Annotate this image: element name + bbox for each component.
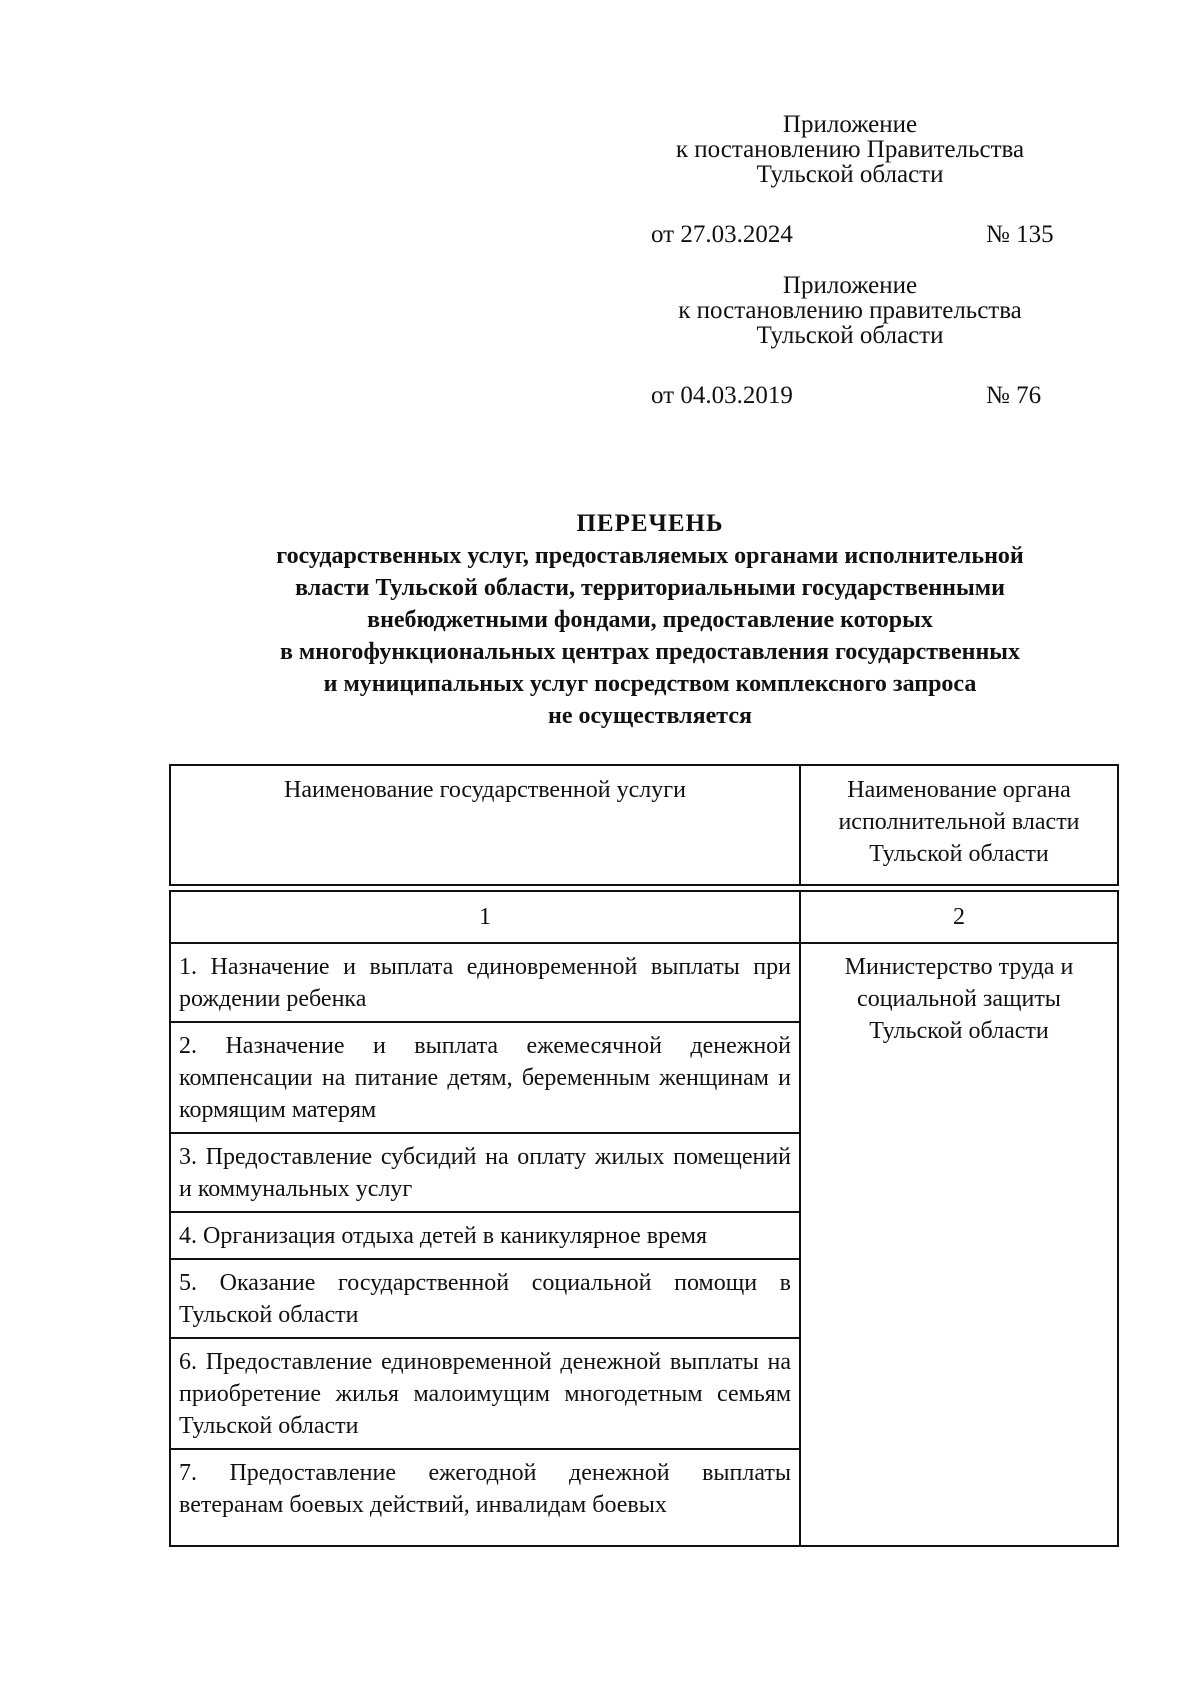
column-number-row bbox=[170, 891, 1118, 943]
header-service-name: Наименование государственной услуги bbox=[170, 765, 800, 885]
service-cell: 5. Оказание государственной социальной помощи в Тульской области bbox=[170, 1259, 800, 1338]
document-title bbox=[120, 508, 1180, 732]
title-heading: ПЕРЕЧЕНЬ bbox=[576, 510, 724, 537]
appendix-resolution-line: к постановлению правительства bbox=[678, 297, 1022, 324]
service-cell: 3. Предоставление субсидий на оплату жилых помещений и коммунальных услуг bbox=[170, 1133, 800, 1212]
appendix-label: Приложение bbox=[782, 111, 918, 138]
service-cell: 4. Организация отдыха детей в каникулярное время bbox=[170, 1212, 800, 1259]
title-subtitle-line: внебюджетными фондами, предоставление которых bbox=[367, 607, 933, 633]
service-cell: 1. Назначение и выплата единовременной выплаты при рождении ребенка bbox=[170, 943, 800, 1022]
service-cell: 6. Предоставление единовременной денежной выплаты на приобретение жилья малоимущим многодетным семьям Тульской области bbox=[170, 1338, 800, 1449]
service-cell: 2. Назначение и выплата ежемесячной денежной компенсации на питание детям, беременным женщинам и кормящим матерям bbox=[170, 1022, 800, 1133]
table-row bbox=[170, 943, 1118, 1022]
appendix-original-date: от 04.03.2019 bbox=[651, 382, 793, 409]
appendix-region-line: Тульской области bbox=[756, 161, 944, 188]
header-organ-name: Наименование органа исполнительной власти Тульской области bbox=[800, 765, 1118, 885]
column-number-2: 2 bbox=[800, 891, 1118, 943]
title-subtitle-line: государственных услуг, предоставляемых органами исполнительной bbox=[276, 543, 1024, 569]
title-subtitle-line: в многофункциональных центрах предоставления государственных bbox=[279, 639, 1021, 665]
appendix-region-line: Тульской области bbox=[756, 322, 944, 349]
appendix-current-date: от 27.03.2024 bbox=[651, 221, 793, 248]
table-header-row bbox=[170, 765, 1118, 885]
organ-cell: Министерство труда и социальной защиты Тульской области bbox=[800, 943, 1118, 1546]
appendix-resolution-line: к постановлению Правительства bbox=[675, 136, 1025, 163]
title-subtitle-line: власти Тульской области, территориальными государственными bbox=[295, 575, 1005, 601]
service-cell-text: 7. Предоставление ежегодной денежной выплаты ветеранам боевых действий, инвалидам боевых bbox=[179, 1460, 791, 1518]
appendix-current bbox=[640, 112, 1060, 187]
appendix-original-number: № 76 bbox=[986, 382, 1042, 409]
title-subtitle-line: и муниципальных услуг посредством комплексного запроса bbox=[323, 671, 977, 697]
appendix-original bbox=[640, 273, 1060, 348]
column-number-1: 1 bbox=[170, 891, 800, 943]
appendix-label: Приложение bbox=[782, 272, 918, 299]
services-table bbox=[169, 764, 1119, 1547]
title-subtitle-line: не осуществляется bbox=[548, 703, 752, 729]
appendix-current-number: № 135 bbox=[986, 221, 1054, 248]
service-cell-truncated bbox=[170, 1449, 800, 1546]
